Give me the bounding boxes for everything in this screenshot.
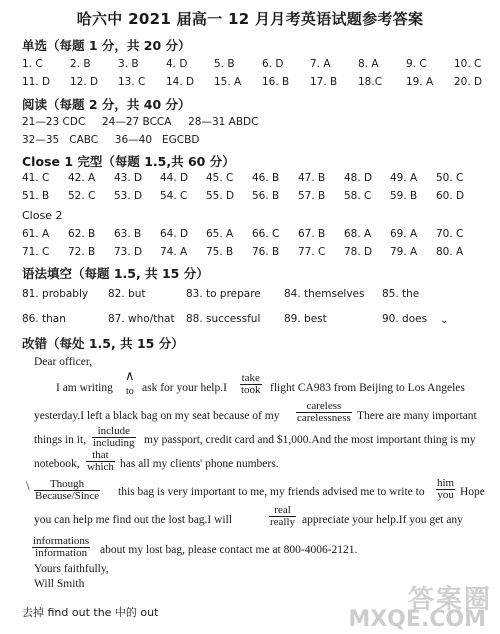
answer-item: 1. C [22, 58, 43, 70]
answer-item: 15. A [214, 76, 242, 88]
answer-item: 48. D [344, 172, 373, 184]
grammar-heading: 语法填空（每题 1.5, 共 15 分） [22, 266, 209, 281]
letter-line-2-part-a: yesterday.I left a black bag on my seat because of my [34, 410, 280, 422]
correction-pair [92, 426, 136, 449]
answer-item: 6. D [262, 58, 284, 70]
answer-item: 41. C [22, 172, 50, 184]
answer-item: 42. A [68, 172, 96, 184]
correct-word: really [270, 516, 296, 528]
answer-item: 59. B [390, 190, 418, 202]
answer-item: 61. A [22, 228, 50, 240]
watermark-logo: 答案圈 [407, 585, 492, 615]
answer-item: 60. D [436, 190, 465, 202]
answer-item: 52. C [68, 190, 96, 202]
letter-line-5-part-a: this bag is very important to me, my friends advised me to write to [118, 486, 425, 498]
letter-line-1-part-c: flight CA983 from Beijing to Los Angeles [270, 382, 465, 394]
correction-pair [436, 478, 455, 501]
correction-pair [86, 450, 115, 473]
single-choice-heading: 单选（每题 1 分，共 20 分） [22, 38, 191, 53]
answer-item: 47. B [298, 172, 326, 184]
inserted-word: to [126, 386, 134, 397]
letter-line-4-part-a: notebook, [34, 458, 80, 470]
correct-word: including [93, 437, 135, 449]
answer-item: 78. D [344, 246, 373, 258]
answer-item: 11. D [22, 76, 51, 88]
answer-item: 73. D [114, 246, 143, 258]
wrong-word: include [92, 426, 136, 438]
answer-item: 74. A [160, 246, 188, 258]
letter-signature: Will Smith [34, 578, 85, 590]
answer-item: 83. to prepare [186, 288, 261, 300]
answer-item: 66. C [252, 228, 280, 240]
answer-item: 12. D [70, 76, 99, 88]
correction-pair [240, 373, 262, 396]
watermark-url: MXQE.COM [348, 607, 486, 632]
answer-item: 49. A [390, 172, 418, 184]
correction-pair [296, 401, 352, 424]
correct-word: Because/Since [35, 490, 100, 502]
correct-word: information [35, 547, 88, 559]
wrong-word: Though [34, 479, 100, 491]
answer-item: 43. D [114, 172, 143, 184]
cloze1-heading: Close 1 完型（每题 1.5,共 60 分） [22, 154, 235, 169]
answer-item: 76. B [252, 246, 280, 258]
letter-greeting: Dear officer, [34, 356, 93, 368]
letter-line-3-part-b: my passport, credit card and $1,000.And the most important thing is my [144, 434, 476, 446]
answer-item: 58. C [344, 190, 372, 202]
answer-item: 70. C [436, 228, 464, 240]
answer-item: 82. but [108, 288, 146, 300]
answer-item: 46. B [252, 172, 280, 184]
answer-item: 20. D [454, 76, 483, 88]
letter-line-6-part-a: you can help me find out the lost bag.I will [34, 514, 233, 526]
answer-item: 67. B [298, 228, 326, 240]
wrong-word: real [269, 505, 296, 517]
answer-item: 2. B [70, 58, 91, 70]
answer-item: 14. D [166, 76, 195, 88]
answer-item: 63. B [114, 228, 142, 240]
answer-item: 55. D [206, 190, 235, 202]
letter-line-7: about my lost bag, please contact me at 800-4006-2121. [100, 544, 358, 556]
answer-item: 71. C [22, 246, 50, 258]
correction-pair [34, 479, 100, 502]
answer-item: 64. D [160, 228, 189, 240]
wrong-word: him [437, 477, 455, 489]
correct-word: took [241, 384, 261, 396]
letter-line-3-part-a: things in it, [34, 434, 87, 446]
answer-item: 50. C [436, 172, 464, 184]
answer-item: 87. who/that [108, 313, 175, 325]
answer-item: 68. A [344, 228, 372, 240]
letter-line-1-part-a: I am writing [56, 382, 113, 394]
answer-item: 80. A [436, 246, 464, 258]
answer-item: 18.C [358, 76, 383, 88]
answer-item: 72. B [68, 246, 96, 258]
wrong-word: take [241, 372, 260, 384]
letter-line-6-part-b: appreciate your help.If you get any [302, 514, 463, 526]
answer-item: 4. D [166, 58, 188, 70]
answer-item: 62. B [68, 228, 96, 240]
letter-closing: Yours faithfully, [34, 563, 109, 575]
correct-word: which [87, 461, 114, 473]
answer-item: 8. A [358, 58, 379, 70]
correction-pair [32, 536, 90, 559]
correction-footnote: 去掉 find out the 中的 out [22, 606, 159, 619]
answer-item: 54. C [160, 190, 188, 202]
answer-item: 17. B [310, 76, 338, 88]
answer-item: 44. D [160, 172, 189, 184]
answer-item: 81. probably [22, 288, 89, 300]
insert-caret-icon: ∧ [125, 368, 135, 383]
answer-item: 65. A [206, 228, 234, 240]
reading-answers-line-1: 21—23 CDC 24—27 BCCA 28—31 ABDC [22, 116, 259, 128]
answer-item: 51. B [22, 190, 50, 202]
answer-item: 86. than [22, 313, 66, 325]
answer-item: 53. D [114, 190, 143, 202]
letter-line-1-part-b: ask for your help.I [142, 382, 227, 394]
letter-line-4-part-b: has all my clients' phone numbers. [120, 458, 279, 470]
answer-item: 57. B [298, 190, 326, 202]
answer-item: 77. C [298, 246, 326, 258]
answer-item: 13. C [118, 76, 146, 88]
cloze2-heading: Close 2 [22, 209, 63, 222]
reading-heading: 阅读（每题 2 分，共 40 分） [22, 97, 191, 112]
answer-item: 56. B [252, 190, 280, 202]
correction-pair [269, 505, 296, 528]
correct-word: you [437, 489, 454, 501]
correct-word: carelessness [297, 412, 351, 424]
answer-item: 9. C [406, 58, 427, 70]
answer-item: 79. A [390, 246, 418, 258]
wrong-word: careless [296, 401, 352, 413]
strike-slash-icon: \ [26, 478, 30, 493]
wrong-word: that [86, 450, 115, 462]
answer-item: 45. C [206, 172, 234, 184]
letter-line-5-part-b: Hope [460, 486, 485, 498]
answer-item: 7. A [310, 58, 331, 70]
answer-item: 85. the [382, 288, 420, 300]
reading-answers-line-2: 32—35 CABC 36—40 EGCBD [22, 134, 200, 146]
correction-heading: 改错（每处 1.5, 共 15 分） [22, 336, 184, 351]
page-title: 哈六中 2021 届高一 12 月月考英语试题参考答案 [76, 10, 424, 28]
answer-item: 75. B [206, 246, 234, 258]
answer-item: 88. successful [186, 313, 261, 325]
answer-item: 89. best [284, 313, 327, 325]
answer-item: 84. themselves [284, 288, 365, 300]
small-mark-icon: ⌄ [440, 315, 449, 326]
letter-line-2-part-b: There are many important [357, 410, 477, 422]
answer-item: 90. does [382, 313, 428, 325]
answer-item: 19. A [406, 76, 434, 88]
wrong-word: informations [33, 535, 90, 547]
answer-item: 10. C [454, 58, 482, 70]
answer-item: 16. B [262, 76, 290, 88]
answer-item: 69. A [390, 228, 418, 240]
answer-item: 3. B [118, 58, 139, 70]
answer-item: 5. B [214, 58, 235, 70]
